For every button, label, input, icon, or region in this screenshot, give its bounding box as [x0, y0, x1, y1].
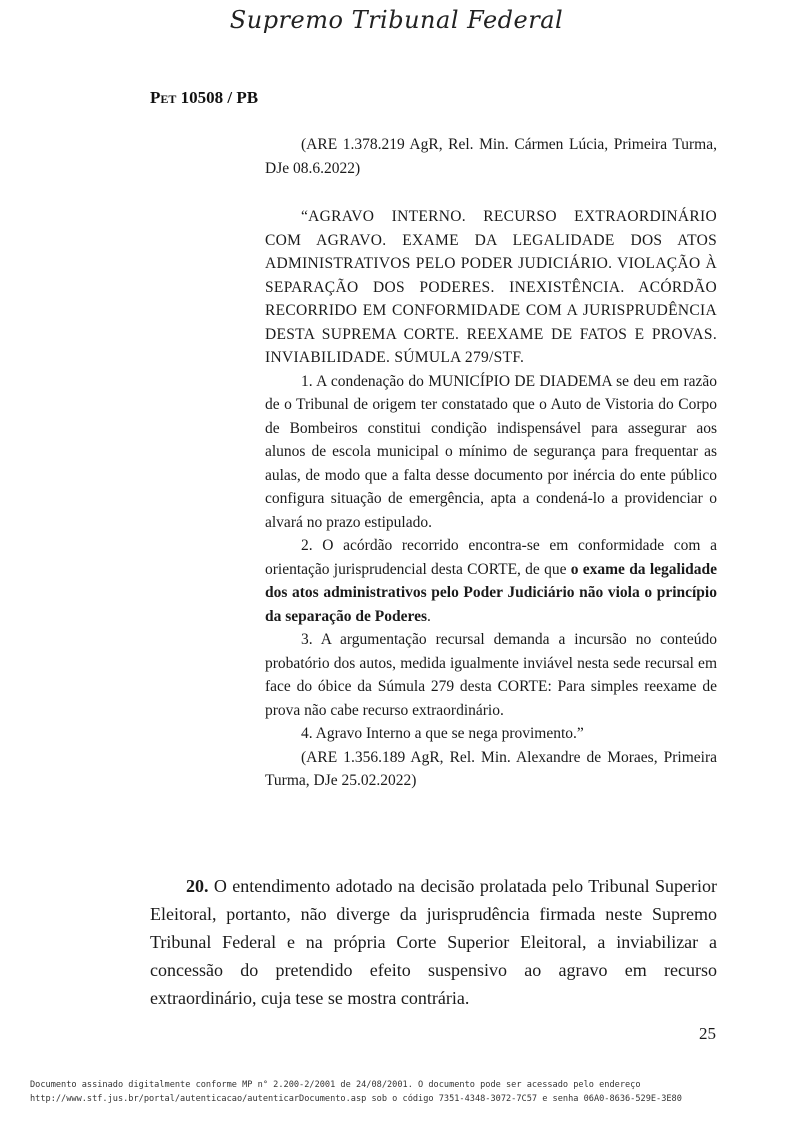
signature-footer: [30, 1078, 770, 1106]
quote-item-2-emphasis: o exame da legalidade dos atos administrativos pelo Poder Judiciário não viola o princípio da separação de Poderes: [265, 560, 717, 625]
quote-item-2-start: 2. O acórdão recorrido encontra-se em conformidade com a orientação jurisprudencial desta CORTE, de que: [265, 537, 717, 578]
citation-2-text: (ARE 1.356.189 AgR, Rel. Min. Alexandre de Moraes, Primeira Turma, DJe 25.02.2022): [265, 748, 717, 789]
quote-item-3: 3. A argumentação recursal demanda a incursão no conteúdo probatório dos autos, medida igualmente inviável nesta sede recursal em face do óbice da Súmula 279 desta CORTE: Para simples reexame de prova não cabe recurso extraordinário.: [265, 631, 717, 719]
paragraph-20: [150, 872, 717, 1012]
footer-line-2: http://www.stf.jus.br/portal/autenticacao/autenticarDocumento.asp sob o código 7351-4348-3072-7C57 e senha 06A0-8636-529E-3E80: [30, 1094, 682, 1104]
quoted-judgment-block: [265, 205, 717, 793]
paragraph-20-text: O entendimento adotado na decisão prolatada pelo Tribunal Superior Eleitoral, portanto, não diverge da jurisprudência firmada neste Supremo Tribunal Federal e na própria Corte Superior Eleitoral, a inviabilizar a concessão do pretendido efeito suspensivo ao agravo em recurso extraordinário, cuja tese se mostra contrária.: [150, 876, 717, 1008]
quote-item-2: [265, 534, 717, 628]
case-reference: Pet 10508 / PB: [150, 88, 259, 107]
quote-item-2-end: .: [427, 607, 431, 625]
page-number: 25: [699, 1024, 716, 1043]
quote-item-4: 4. Agravo Interno a que se nega provimento.”: [301, 725, 584, 742]
court-header: Supremo Tribunal Federal: [229, 6, 564, 34]
citation-block-1: [265, 133, 717, 180]
paragraph-number: 20.: [186, 876, 209, 896]
quote-item-1: 1. A condenação do MUNICÍPIO DE DIADEMA se deu em razão de o Tribunal de origem ter constatado que o Auto de Vistoria do Corpo de Bombeiros constitui condição indispensável para assegurar aos alunos de escola municipal o mínimo de segurança para frequentar as aulas, de modo que a falta desse documento por inércia do ente público configura situação de emergência, apta a condená-lo a providenciar o alvará no prazo estipulado.: [265, 372, 717, 531]
footer-line-1: Documento assinado digitalmente conforme MP n° 2.200-2/2001 de 24/08/2001. O documento pode ser acessado pelo endereço: [30, 1080, 641, 1090]
citation-1-text: (ARE 1.378.219 AgR, Rel. Min. Cármen Lúcia, Primeira Turma, DJe 08.6.2022): [265, 136, 717, 177]
ementa-text: “AGRAVO INTERNO. RECURSO EXTRAORDINÁRIO COM AGRAVO. EXAME DA LEGALIDADE DOS ATOS ADMINISTRATIVOS PELO PODER JUDICIÁRIO. VIOLAÇÃO À SEPARAÇÃO DOS PODERES. INEXISTÊNCIA. ACÓRDÃO RECORRIDO EM CONFORMIDADE COM A JURISPRUDÊNCIA DESTA SUPREMA CORTE. REEXAME DE FATOS E PROVAS. INVIABILIDADE. SÚMULA 279/STF.: [265, 208, 717, 366]
